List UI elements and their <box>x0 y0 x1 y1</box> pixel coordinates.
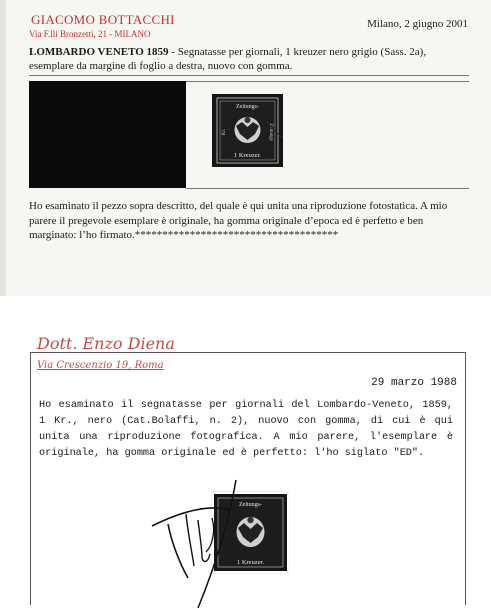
script-letterhead-address: Via Crescenzio 19, Roma <box>37 360 164 371</box>
stamp-1-top-text: Zeitungs- <box>236 104 259 110</box>
letterhead-address: Via F.lli Bronzetti, 21 - MILANO <box>29 29 151 39</box>
description-title: LOMBARDO VENETO 1859 <box>29 46 169 58</box>
stamp-2-bottom-text: 1 Kreuzer. <box>236 559 265 566</box>
eagle-emblem-icon <box>235 117 261 143</box>
description-text: - Segnatasse per giornali, 1 kreuzer nero grigio (Sass. 2a), esemplare da margine di foglio a destra, nuovo con gomma. <box>29 46 427 72</box>
stamp-description <box>29 45 469 73</box>
divider-right-bottom <box>186 188 469 189</box>
place-date: Milano, 2 giugno 2001 <box>367 18 468 30</box>
stamp-image-1 <box>212 94 283 167</box>
divider-top <box>29 75 469 76</box>
stamp-1-right-text: Zeitungs <box>268 123 273 141</box>
expert-opinion: Ho esaminato il pezzo sopra descritto, del quale è qui unita una riproduzione fotostatica. A mio parere il pregevole esemplare è originale, ha gomma originale d’epoca ed è perfetto e ben marginato: l’ho firmato.************************************* <box>29 200 448 241</box>
letterhead-name: GIACOMO BOTTACCHI <box>31 12 175 27</box>
script-letterhead-name: Dott. Enzo Diena <box>37 334 175 353</box>
expert-signature <box>150 474 260 610</box>
certificate-body: Ho esaminato il segnatasse per giornali del Lombardo-Veneto, 1859, 1 Kr., nero (Cat.Bolaffi, n. 2), nuovo con gomma, di cui è qui unita una riproduzione fotografica. A mio parere, l'esemplare è originale, ha gomma originale ed è perfetto: l'ho siglato "ED". <box>39 400 453 459</box>
stamp-2-top-text: Zeitungs- <box>239 502 262 508</box>
stamp-1-bottom-text: 1 Kreuzer. <box>233 152 262 159</box>
redaction-block <box>29 81 186 188</box>
scan-shadow <box>0 0 6 296</box>
divider-right-top <box>186 81 469 82</box>
certificate-date: 29 marzo 1988 <box>371 377 457 389</box>
stamp-1-left-text: Kr. <box>222 128 227 136</box>
